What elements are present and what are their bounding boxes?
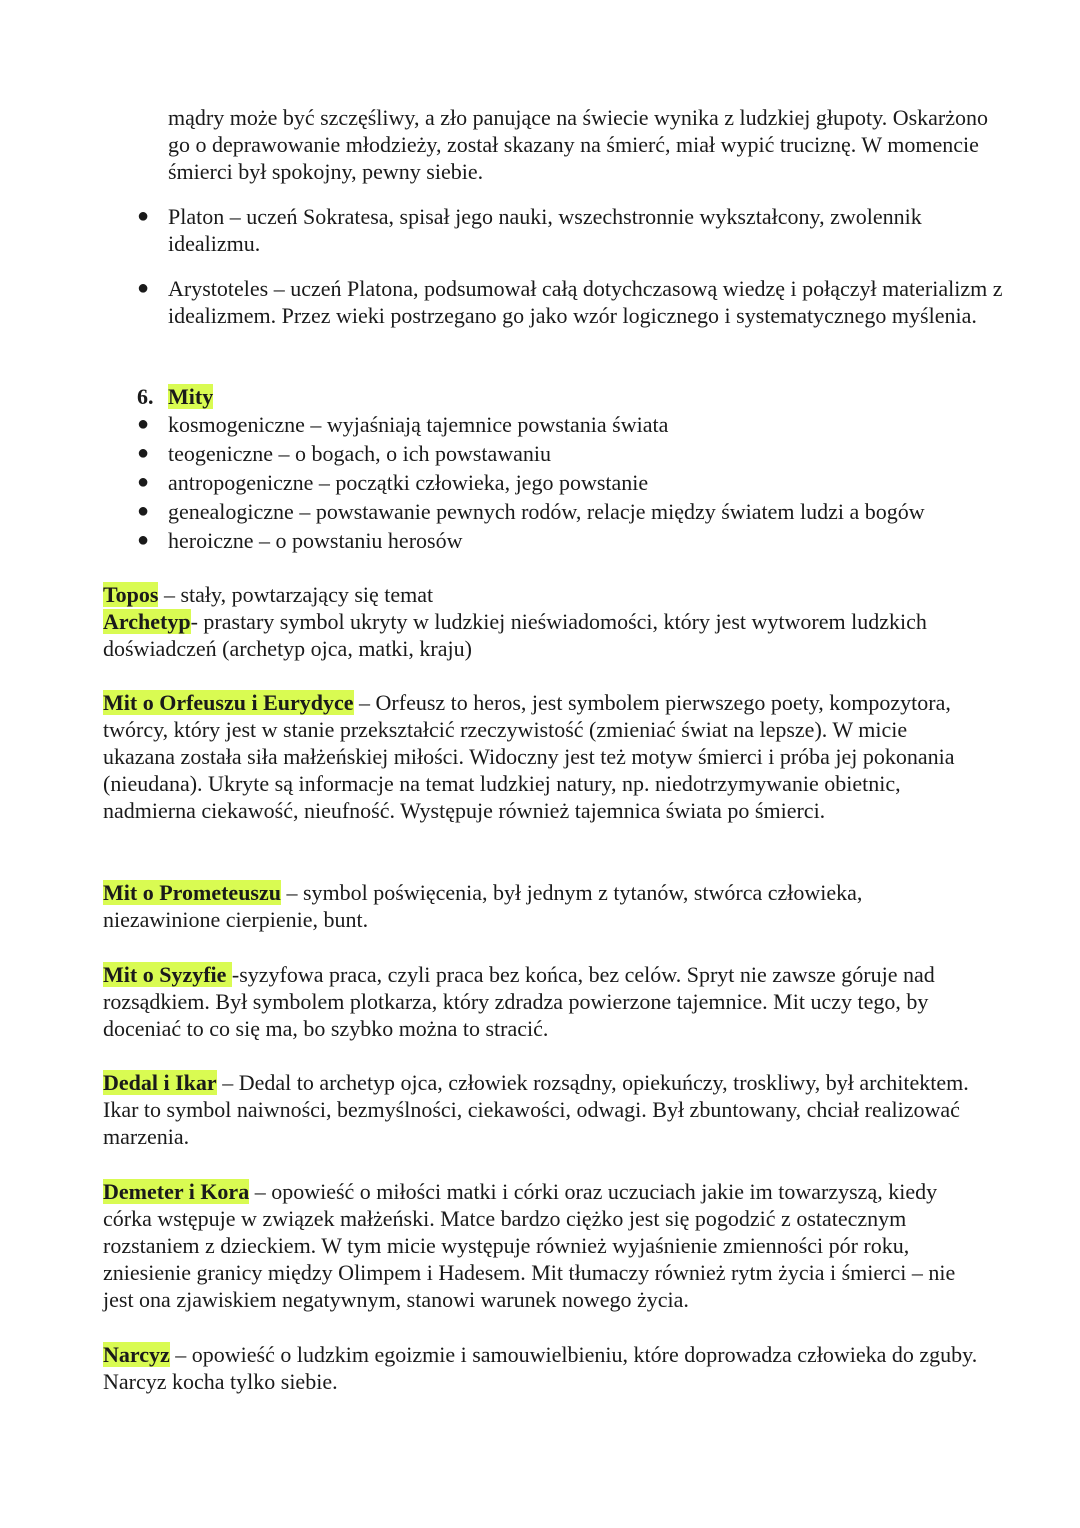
myth-text: – Dedal to archetyp ojca, człowiek rozsądny, opiekuńczy, troskliwy, był architektem. Ikar to symbol naiwności, bezmyślności, ciekawości, odwagi. Był zbuntowany, chciał realizować marzenia.	[103, 1070, 969, 1149]
bullet-icon: ●	[137, 442, 150, 464]
list-item-text: Platon – uczeń Sokratesa, spisał jego nauki, wszechstronnie wykształcony, zwolennik idealizmu.	[168, 204, 922, 256]
list-item-text: antropogeniczne – początki człowieka, jego powstanie	[168, 470, 649, 495]
list-item-text: genealogiczne – powstawanie pewnych rodów, relacje między światem ludzi a bogów	[168, 499, 925, 524]
myth-syzyf	[103, 961, 983, 1042]
myth-text: – opowieść o miłości matki i córki oraz uczuciach jakie im towarzyszą, kiedy córka wstępuje w związek małżeński. Matce bardzo ciężko jest się pogodzić z ostatecznym rozstaniem z dzieckiem. W tym micie występuje również wyjaśnienie zmienności pór roku, zniesienie granicy między Olimpem i Hadesem. Mit tłumaczy również rytm życia i śmierci – nie jest ona zjawiskiem negatywnym, stanowi warunek nowego życia.	[103, 1179, 956, 1312]
list-item	[137, 411, 1007, 438]
bullet-icon: ●	[137, 471, 150, 493]
bullet-icon: ●	[137, 413, 150, 435]
term-archetyp: Archetyp	[103, 609, 191, 634]
myth-title: Mit o Syzyfie	[103, 962, 232, 987]
list-item	[137, 527, 1007, 554]
bullet-icon: ●	[137, 205, 150, 227]
myth-title: Mit o Orfeuszu i Eurydyce	[103, 690, 354, 715]
definition-archetyp	[103, 608, 983, 662]
list-item-text: kosmogeniczne – wyjaśniają tajemnice powstania świata	[168, 412, 669, 437]
definition-topos	[103, 581, 983, 608]
myth-orfeusz	[103, 689, 983, 824]
myth-title: Narcyz	[103, 1342, 170, 1367]
myth-title: Mit o Prometeuszu	[103, 880, 281, 905]
bullet-icon: ●	[137, 529, 150, 551]
list-item-platon	[137, 203, 1007, 257]
myth-narcyz	[103, 1341, 983, 1395]
myth-title: Dedal i Ikar	[103, 1070, 217, 1095]
myth-text: – Orfeusz to heros, jest symbolem pierwszego poety, kompozytora, twórcy, który jest w stanie przekształcić rzeczywistość (zmieniać świat na lepsze). W micie ukazana została siła małżeńskiej miłości. Widoczny jest też motyw śmierci i próba jej pokonania (nieudana). Ukryte są informacje na temat ludzkiej natury, np. niedotrzymywanie obietnic, nadmierna ciekawość, nieufność. Występuje również tajemnica świata po śmierci.	[103, 690, 955, 823]
section-number: 6.	[137, 384, 154, 409]
term-topos: Topos	[103, 582, 159, 607]
list-item	[137, 498, 1007, 525]
definition-text: – stały, powtarzający się temat	[158, 582, 434, 607]
list-item-arystoteles	[137, 275, 1007, 329]
myth-title: Demeter i Kora	[103, 1179, 250, 1204]
list-item	[137, 469, 1007, 496]
myth-demeter-kora	[103, 1178, 983, 1313]
myth-dedal-ikar	[103, 1069, 983, 1150]
bullet-icon: ●	[137, 277, 150, 299]
definition-text: - prastary symbol ukryty w ludzkiej nieświadomości, który jest wytworem ludzkich doświadczeń (archetyp ojca, matki, kraju)	[103, 609, 927, 661]
section-heading-mity	[137, 383, 1007, 410]
myth-text: – opowieść o ludzkim egoizmie i samouwielbieniu, które doprowadza człowieka do zguby. Narcyz kocha tylko siebie.	[103, 1342, 978, 1394]
myth-types-list	[137, 411, 1007, 554]
list-item-text: heroiczne – o powstaniu herosów	[168, 528, 463, 553]
myth-prometeusz	[103, 879, 983, 933]
section-title: Mity	[168, 384, 214, 409]
myth-text: – symbol poświęcenia, był jednym z tytanów, stwórca człowieka, niezawinione cierpienie, bunt.	[103, 880, 863, 932]
list-item-text: Arystoteles – uczeń Platona, podsumował całą dotychczasową wiedzę i połączył materializm z idealizmem. Przez wieki postrzegano go jako wzór logicznego i systematycznego myślenia.	[168, 276, 1003, 328]
bullet-icon: ●	[137, 500, 150, 522]
list-item-text: teogeniczne – o bogach, o ich powstawaniu	[168, 441, 552, 466]
myth-text: -syzyfowa praca, czyli praca bez końca, bez celów. Spryt nie zawsze góruje nad rozsądkiem. Był symbolem plotkarza, który zdradza powierzone tajemnice. Mit uczy tego, by doceniać to co się ma, bo szybko można to stracić.	[103, 962, 935, 1041]
socrates-paragraph: mądry może być szczęśliwy, a zło panujące na świecie wynika z ludzkiej głupoty. Oskarżono go o deprawowanie młodzieży, został skazany na śmierć, miał wypić truciznę. W momencie śmierci był spokojny, pewny siebie.	[168, 105, 989, 184]
list-item	[137, 440, 1007, 467]
